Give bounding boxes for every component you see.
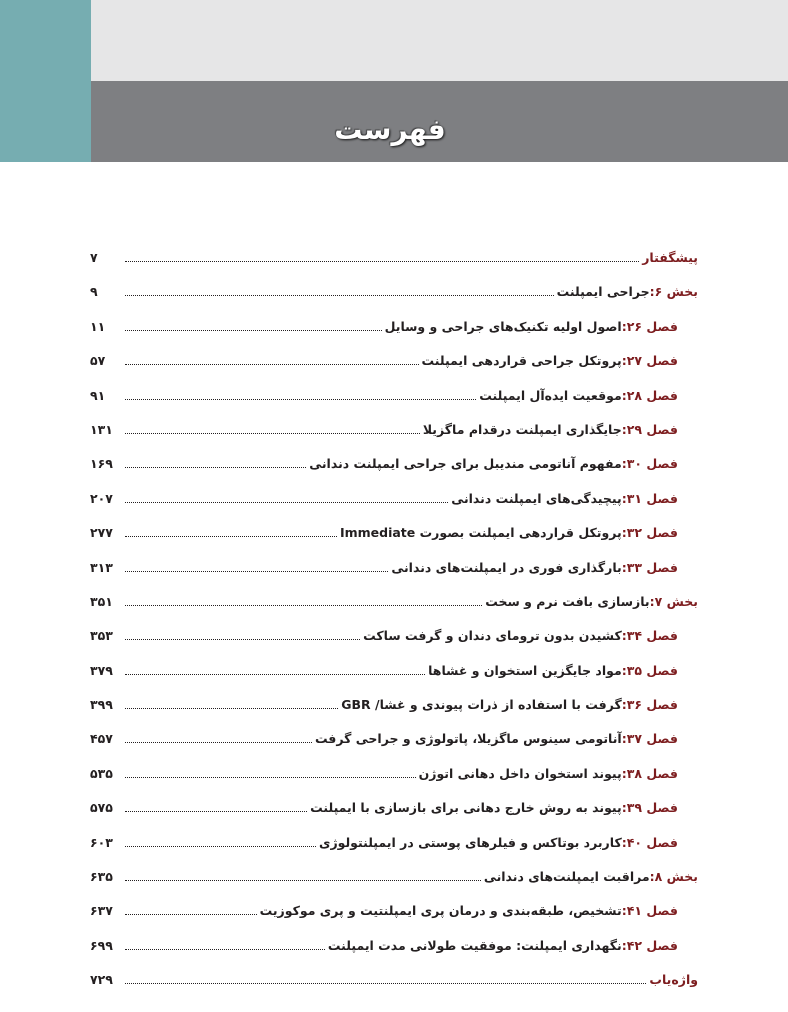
toc-entry-chapter[interactable] (90, 938, 698, 972)
dot-leader (125, 777, 416, 778)
toc-entry-title: آناتومی سینوس ماگزیلا، پاتولوژی و جراحی گرفت (314, 731, 622, 747)
toc-entry-number: بخش ۸: (649, 869, 698, 885)
toc-entry-page-number: ۳۵۱ (90, 593, 113, 609)
toc-entry-page-number: ۶۳۷ (90, 903, 113, 919)
toc-entry-page-number: ۳۵۳ (90, 628, 113, 644)
dot-leader (125, 433, 420, 434)
toc-entry-title: پیچیدگی‌های ایمپلنت دندانی (451, 490, 622, 506)
toc-entry-page-number: ۵۷ (90, 353, 106, 369)
toc-entry-title: تشخیص، طبقه‌بندی و درمان پری ایمپلنتیت و پری موکوزیت (259, 903, 622, 919)
dot-leader (125, 914, 257, 915)
toc-entry-title: جراحی ایمپلنت (556, 284, 650, 300)
toc-entry-chapter[interactable] (90, 663, 698, 697)
toc-entry-number: فصل ۳۰: (621, 456, 678, 472)
dot-leader (125, 811, 307, 812)
toc-entry-number: فصل ۳۲: (621, 525, 678, 541)
toc-entry-chapter[interactable] (90, 766, 698, 800)
dot-leader (125, 674, 425, 675)
dot-leader (125, 364, 419, 365)
toc-entry-page-number: ۱۳۱ (90, 421, 113, 437)
toc-entry-chapter[interactable] (90, 422, 698, 456)
toc-entry-title: موقعیت ایده‌آل ایمپلنت (479, 387, 622, 403)
toc-entry-page-number: ۵۷۵ (90, 800, 113, 816)
toc-entry-page-number: ۴۵۷ (90, 731, 113, 747)
dot-leader (125, 502, 448, 503)
toc-entry-chapter[interactable] (90, 800, 698, 834)
toc-entry-chapter[interactable] (90, 388, 698, 422)
toc-entry-page-number: ۳۱۳ (90, 559, 113, 575)
toc-entry-number: فصل ۳۹: (621, 800, 678, 816)
toc-entry-chapter[interactable] (90, 628, 698, 662)
toc-entry-chapter[interactable] (90, 491, 698, 525)
toc-entry-part[interactable] (90, 594, 698, 628)
dot-leader (125, 467, 306, 468)
toc-entry-page-number: ۹ (90, 284, 98, 300)
toc-entry-title: پیوند استخوان داخل دهانی اتوژن (418, 765, 622, 781)
dot-leader (125, 742, 312, 743)
toc-entry-page-number: ۲۷۷ (90, 525, 113, 541)
toc-entry-part[interactable] (90, 869, 698, 903)
dot-leader (125, 949, 325, 950)
toc-entry-chapter[interactable] (90, 456, 698, 490)
dot-leader (125, 536, 337, 537)
toc-entry-page-number: ۳۷۹ (90, 662, 113, 678)
toc-entry-title: واژه‌یاب (649, 972, 698, 988)
toc-entry-title: پیوند به روش خارج دهانی برای بازسازی با ایمپلنت (310, 800, 622, 816)
toc-entry-front[interactable] (90, 250, 698, 284)
toc-entry-title: پروتکل قراردهی ایمپلنت بصورت Immediate (339, 525, 622, 541)
toc-entry-number: فصل ۴۱: (621, 903, 678, 919)
header-teal-band (0, 0, 91, 162)
toc-entry-page-number: ۵۳۵ (90, 765, 113, 781)
toc-entry-page-number: ۷۲۹ (90, 972, 113, 988)
toc-entry-page-number: ۶۹۹ (90, 937, 113, 953)
dot-leader (125, 330, 382, 331)
dot-leader (125, 708, 338, 709)
header-light-band (91, 0, 788, 81)
toc-entry-chapter[interactable] (90, 835, 698, 869)
toc-entry-title: نگهداری ایمپلنت: موفقیت طولانی مدت ایمپلنت (327, 937, 622, 953)
toc-entry-number: فصل ۲۸: (621, 387, 678, 403)
toc-entry-title: پروتکل جراحی قراردهی ایمپلنت (421, 353, 622, 369)
toc-entry-page-number: ۱۱ (90, 318, 106, 334)
dot-leader (125, 880, 481, 881)
toc-entry-title: جایگذاری ایمپلنت درقدام ماگزیلا (422, 421, 622, 437)
toc-entry-title: مفهوم آناتومی مندیبل برای جراحی ایمپلنت دندانی (309, 456, 622, 472)
dot-leader (125, 639, 360, 640)
toc-entry-title: اصول اولیه تکنیک‌های جراحی و وسایل (384, 318, 622, 334)
dot-leader (125, 571, 388, 572)
toc-entry-title: بازسازی بافت نرم و سخت (485, 593, 650, 609)
toc-entry-page-number: ۶۰۳ (90, 834, 113, 850)
toc-entry-chapter[interactable] (90, 525, 698, 559)
dot-leader (125, 605, 482, 606)
toc-entry-title: مواد جایگزین استخوان و غشاها (428, 662, 622, 678)
dot-leader (125, 846, 316, 847)
toc-entry-number: فصل ۲۷: (621, 353, 678, 369)
toc-entry-front[interactable] (90, 972, 698, 1006)
toc-entry-number: فصل ۲۹: (621, 421, 678, 437)
toc-entry-number: فصل ۳۴: (621, 628, 678, 644)
toc-entry-chapter[interactable] (90, 319, 698, 353)
toc-entry-title: کشیدن بدون ترومای دندان و گرفت ساکت (363, 628, 622, 644)
toc-entry-number: فصل ۳۵: (621, 662, 678, 678)
toc-entry-number: فصل ۳۶: (621, 697, 678, 713)
toc-entry-number: فصل ۳۷: (621, 731, 678, 747)
toc-entry-chapter[interactable] (90, 903, 698, 937)
toc-entry-chapter[interactable] (90, 697, 698, 731)
toc-entry-page-number: ۲۰۷ (90, 490, 113, 506)
toc-entry-page-number: ۶۳۵ (90, 869, 113, 885)
toc-entry-number: فصل ۳۳: (621, 559, 678, 575)
toc-entry-number: بخش ۷: (649, 593, 698, 609)
toc-entry-page-number: ۷ (90, 250, 98, 265)
toc-entry-chapter[interactable] (90, 731, 698, 765)
toc-entry-page-number: ۹۱ (90, 387, 106, 403)
toc-entry-number: فصل ۳۱: (621, 490, 678, 506)
toc-entry-title: کاربرد بوتاکس و فیلرهای پوستی در ایمپلنتولوژی (318, 834, 622, 850)
dot-leader (125, 399, 476, 400)
table-of-contents (90, 250, 698, 1007)
toc-entry-number: فصل ۴۰: (621, 834, 678, 850)
toc-entry-title: گرفت با استفاده از ذرات پیوندی و غشا/ GBR (341, 697, 622, 713)
toc-entry-number: بخش ۶: (649, 284, 698, 300)
page-title: فهرست (334, 113, 446, 146)
toc-entry-number: فصل ۴۲: (621, 937, 678, 953)
toc-entry-page-number: ۳۹۹ (90, 697, 113, 713)
toc-entry-title: پیشگفتار (642, 250, 698, 265)
toc-entry-part[interactable] (90, 284, 698, 318)
toc-entry-chapter[interactable] (90, 560, 698, 594)
toc-entry-page-number: ۱۶۹ (90, 456, 113, 472)
dot-leader (125, 295, 554, 296)
toc-entry-title: مراقبت ایمپلنت‌های دندانی (483, 869, 650, 885)
toc-entry-chapter[interactable] (90, 353, 698, 387)
toc-entry-title: بارگذاری فوری در ایمپلنت‌های دندانی (391, 559, 622, 575)
toc-entry-number: فصل ۲۶: (621, 318, 678, 334)
toc-entry-number: فصل ۳۸: (621, 765, 678, 781)
dot-leader (125, 983, 646, 984)
dot-leader (125, 261, 639, 262)
